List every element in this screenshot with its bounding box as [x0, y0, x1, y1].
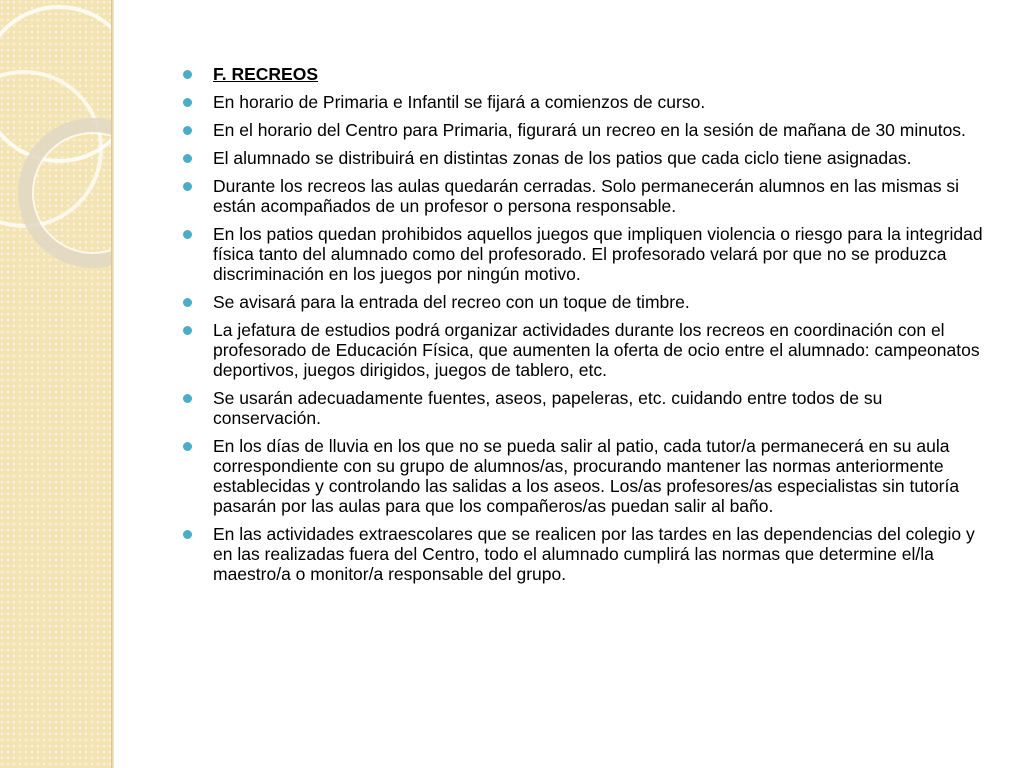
bullet-item	[180, 92, 990, 112]
bullet-text: En los días de lluvia en los que no se pueda salir al patio, cada tutor/a permanecerá en su aula correspondiente con su grupo de alumnos/as, procurando mantener las normas anteriormente establecidas y controlando las salidas a los aseos. Los/as profesores/as especialistas sin tutoría pasarán por las aulas para que los compañeros/as puedan salir al baño.	[213, 436, 960, 516]
bullet-text: En el horario del Centro para Primaria, figurará un recreo en la sesión de mañana de 30 minutos.	[213, 120, 966, 140]
bullet-list	[180, 64, 990, 584]
bullet-text: Durante los recreos las aulas quedarán cerradas. Solo permanecerán alumnos en las mismas si están acompañados de un profesor o persona responsable.	[213, 176, 960, 216]
side-panel-edge	[111, 0, 114, 768]
bullet-dot-icon	[183, 70, 192, 79]
bullet-item-title	[180, 64, 990, 84]
bullet-dot-icon	[183, 98, 192, 107]
decorative-side-panel	[0, 0, 113, 768]
bullet-dot-icon	[183, 394, 192, 403]
bullet-dot-icon	[183, 326, 192, 335]
bullet-item	[180, 436, 990, 516]
bullet-text: En horario de Primaria e Infantil se fijará a comienzos de curso.	[213, 92, 706, 112]
bullet-item	[180, 388, 990, 428]
bullet-dot-icon	[183, 126, 192, 135]
bullet-item	[180, 176, 990, 216]
bullet-item	[180, 320, 990, 380]
bullet-text: El alumnado se distribuirá en distintas zonas de los patios que cada ciclo tiene asignadas.	[213, 148, 912, 168]
bullet-dot-icon	[183, 154, 192, 163]
slide-content	[180, 64, 990, 592]
bullet-dot-icon	[183, 230, 192, 239]
section-title: F. RECREOS	[213, 64, 319, 84]
bullet-item	[180, 524, 990, 584]
bullet-dot-icon	[183, 530, 192, 539]
bullet-dot-icon	[183, 442, 192, 451]
bullet-dot-icon	[183, 298, 192, 307]
bullet-item	[180, 120, 990, 140]
bullet-text: En las actividades extraescolares que se realicen por las tardes en las dependencias del colegio y en las realizadas fuera del Centro, todo el alumnado cumplirá las normas que determine el/la maestro/a o monitor/a responsable del grupo.	[213, 524, 975, 584]
bullet-text: Se usarán adecuadamente fuentes, aseos, papeleras, etc. cuidando entre todos de su conservación.	[213, 388, 883, 428]
bullet-item	[180, 224, 990, 284]
bullet-text: La jefatura de estudios podrá organizar actividades durante los recreos en coordinación con el profesorado de Educación Física, que aumenten la oferta de ocio entre el alumnado: campeonatos deportivos, juegos dirigidos, juegos de tablero, etc.	[213, 320, 980, 380]
bullet-dot-icon	[183, 182, 192, 191]
bullet-text: En los patios quedan prohibidos aquellos juegos que impliquen violencia o riesgo para la integridad física tanto del alumnado como del profesorado. El profesorado velará por que no se produzca discriminación en los juegos por ningún motivo.	[213, 224, 983, 284]
bullet-text: Se avisará para la entrada del recreo con un toque de timbre.	[213, 292, 690, 312]
bullet-item	[180, 148, 990, 168]
bullet-item	[180, 292, 990, 312]
